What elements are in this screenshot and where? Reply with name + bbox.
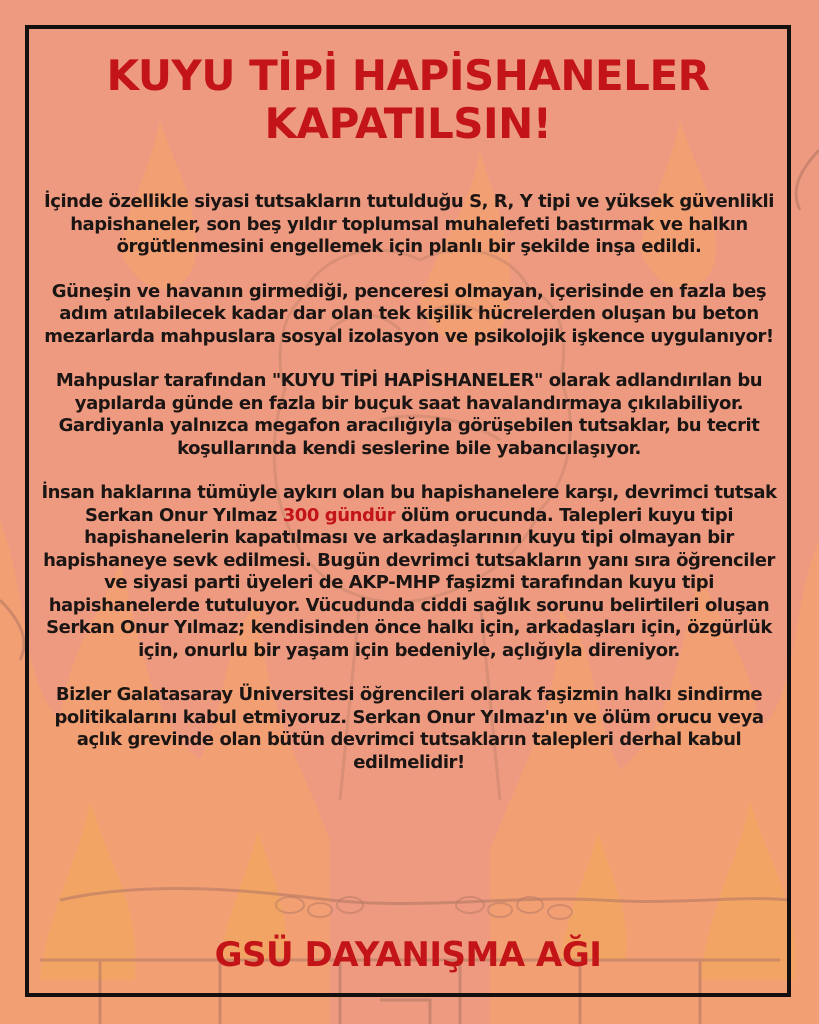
signature: GSÜ DAYANIŞMA AĞI bbox=[214, 935, 602, 975]
title-line-1: KUYU TİPİ HAPİSHANELER bbox=[106, 51, 710, 100]
poster-title bbox=[25, 52, 791, 148]
poster-body bbox=[40, 191, 778, 796]
paragraph-4-end: ölüm orucunda. Talepleri kuyu tipi hapishanelerin kapatılması ve arkadaşlarının kuyu tipi olmayan bir hapishaneye sevk edilmesi. Bugün devrimci tutsakların yanı sıra öğrenciler ve siyasi parti üyeleri de AKP-MHP faşizmi tarafından kuyu tipi hapishanelerde tutuluyor. Vücudunda ciddi sağlık sorunu belirtileri oluşan Serkan Onur Yılmaz; kendisinden önce halkı için, arkadaşları için, özgürlük için, onurlu bir yaşam için bedeniyle, açlığıyla direniyor. bbox=[43, 504, 775, 661]
paragraph-4 bbox=[40, 482, 778, 662]
paragraph-2: Güneşin ve havanın girmediği, penceresi olmayan, içerisinde en fazla beş adım atılabilecek kadar dar olan tek kişilik hücrelerden oluşan bu beton mezarlarda mahpuslara sosyal izolasyon ve psikolojik işkence uygulanıyor! bbox=[44, 280, 774, 347]
paragraph-5: Bizler Galatasaray Üniversitesi öğrencileri olarak faşizmin halkı sindirme politikalarını kabul etmiyoruz. Serkan Onur Yılmaz'ın ve ölüm orucu veya açlık grevinde olan bütün devrimci tutsakların talepleri derhal kabul edilmelidir! bbox=[54, 684, 764, 773]
paragraph-1: İçinde özellikle siyasi tutsakların tutulduğu S, R, Y tipi ve yüksek güvenlikli hapishaneler, son beş yıldır toplumsal muhalefeti bastırmak ve halkın örgütlenmesini engellemek için planlı bir şekilde inşa edildi. bbox=[44, 191, 774, 257]
paragraph-3: Mahpuslar tarafından "KUYU TİPİ HAPİSHANELER" olarak adlandırılan bu yapılarda günde en fazla bir buçuk saat havalandırmaya çıkılabiliyor. Gardiyanla yalnızca megafon aracılığıyla görüşebilen tutsaklar, bu tecrit koşullarında kendi seslerine bile yabancılaşıyor. bbox=[55, 370, 763, 459]
hunger-strike-days: 300 gündür bbox=[282, 504, 396, 526]
paragraph-4-start: İnsan haklarına tümüyle aykırı olan bu hapishanelere karşı, devrimci tutsak Serkan Onur Yılmaz bbox=[41, 482, 777, 526]
title-line-2: KAPATILSIN! bbox=[264, 99, 552, 148]
